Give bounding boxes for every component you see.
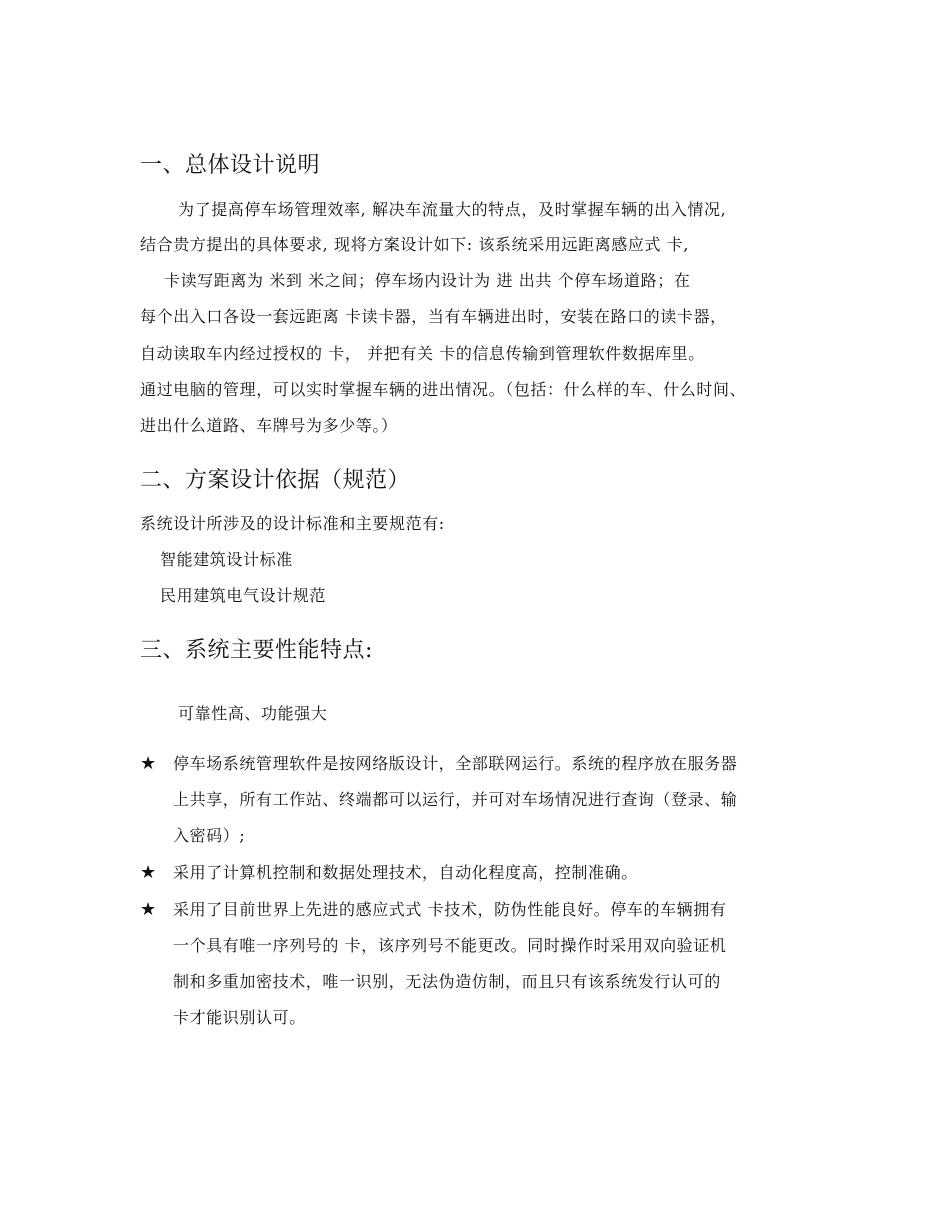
section-1-line-7: 进出什么道路、车牌号为多少等。） <box>140 416 398 435</box>
feature-item-3-line-2: 一个具有唯一序列号的 卡，该序列号不能更改。同时操作时采用双向验证机 <box>173 936 727 955</box>
section-1-line-4: 每个出入口各设一套远距离 卡读卡器，当有车辆进出时，安装在路口的读卡器， <box>140 307 727 326</box>
feature-item-3-line-3: 制和多重加密技术，唯一识别，无法伪造仿制，而且只有该系统发行认可的 <box>173 972 721 991</box>
star-icon: ★ <box>140 862 157 883</box>
feature-item-3-line-4: 卡才能识别认可。 <box>173 1008 306 1027</box>
star-icon: ★ <box>140 753 157 774</box>
feature-item-1-line-1: 停车场系统管理软件是按网络版设计，全部联网运行。系统的程序放在服务器 <box>173 754 738 773</box>
section-2-item-2: 民用建筑电气设计规范 <box>160 586 327 605</box>
section-1-line-2: 结合贵方提出的具体要求, 现将方案设计如下: 该系统采用远距离感应式 卡, <box>140 235 690 254</box>
feature-item-2-line-1: 采用了计算机控制和数据处理技术，自动化程度高，控制准确。 <box>173 863 638 882</box>
feature-item-1-line-3: 入密码）; <box>173 826 246 845</box>
section-2-intro: 系统设计所涉及的设计标准和主要规范有: <box>140 514 445 533</box>
feature-item-3-line-1: 采用了目前世界上先进的感应式式 卡技术，防伪性能良好。停车的车辆拥有 <box>173 900 727 919</box>
section-1-line-5: 自动读取车内经过授权的 卡， 并把有关 卡的信息传输到管理软件数据库里。 <box>140 344 705 363</box>
section-1-line-1: 为了提高停车场管理效率, 解决车流量大的特点，及时掌握车辆的出入情况, <box>178 200 727 219</box>
section-1-line-3: 卡读写距离为 米到 米之间；停车场内设计为 进 出共 个停车场道路；在 <box>164 271 691 290</box>
section-1-title: 一、总体设计说明 <box>140 153 321 178</box>
star-icon: ★ <box>140 899 157 920</box>
section-2-title: 二、方案设计依据（规范） <box>140 468 411 493</box>
section-2-item-1: 智能建筑设计标准 <box>160 550 293 569</box>
feature-item-1-line-2: 上共享，所有工作站、终端都可以运行，并可对车场情况进行查询（登录、输 <box>173 790 738 809</box>
section-1-line-6: 通过电脑的管理，可以实时掌握车辆的进出情况。（包括：什么样的车、什么时间、 <box>140 380 747 399</box>
section-3-subtitle: 可靠性高、功能强大 <box>178 704 328 723</box>
section-3-title: 三、系统主要性能特点: <box>140 638 373 663</box>
